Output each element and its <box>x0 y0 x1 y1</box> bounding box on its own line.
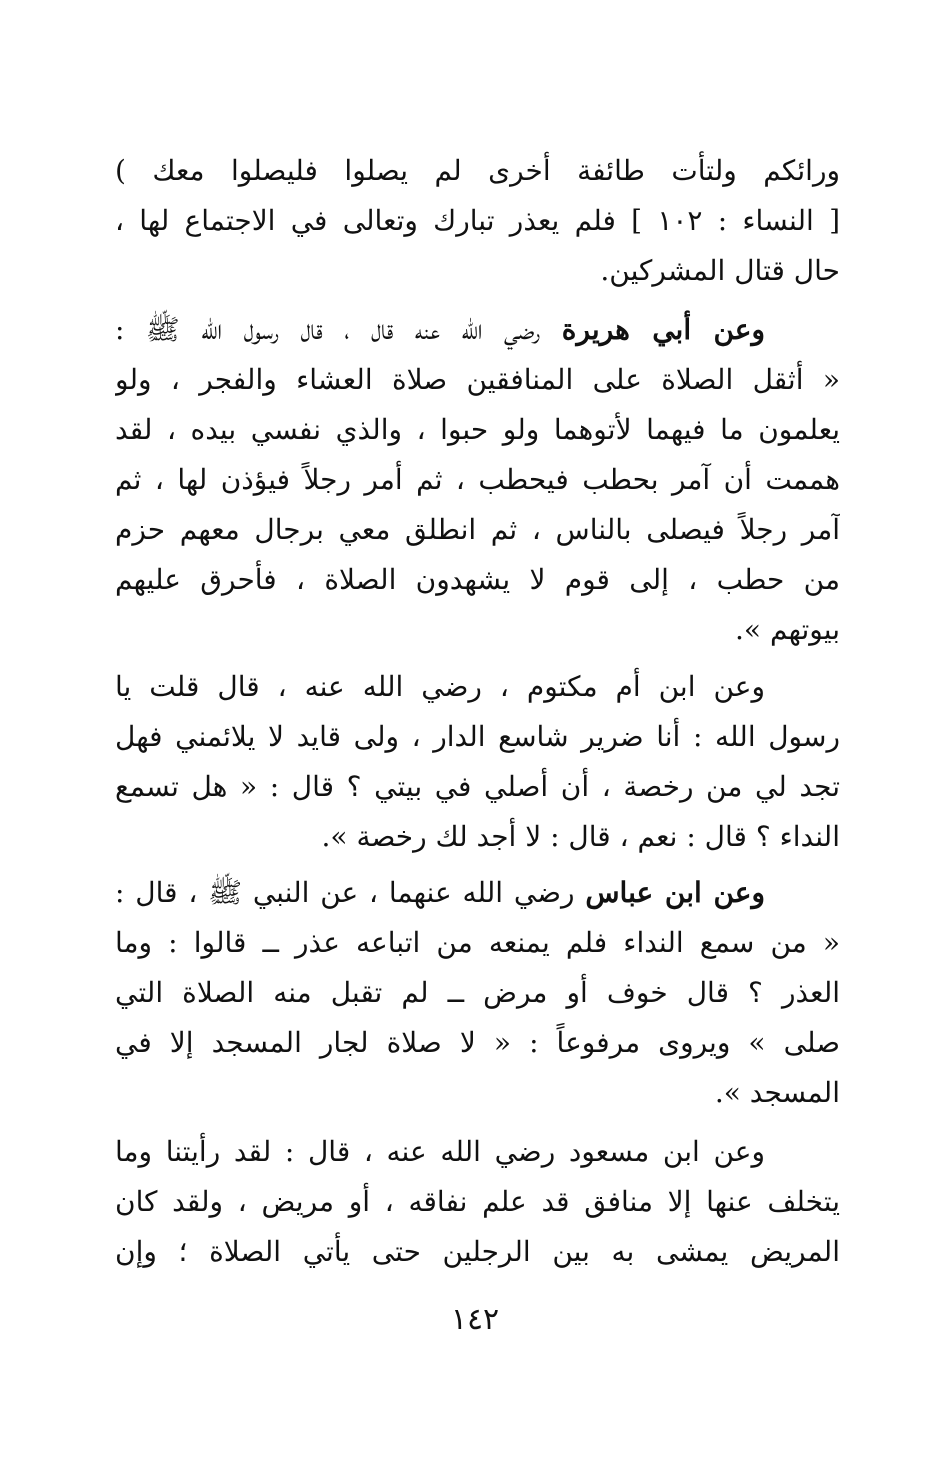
text-segment: رضي الله عنهما ، عن النبي ﷺ ، قال : <box>115 876 586 909</box>
text-line <box>115 305 840 355</box>
narrator-name: وعن أبي هريرة <box>561 313 765 346</box>
paragraph-2 <box>115 305 840 655</box>
text-line: حال قتال المشركين. <box>600 254 840 287</box>
text-line: المسجد ». <box>714 1076 840 1109</box>
text-segment: رضي الله عنه قال ، قال رسول الله ﷺ : <box>115 313 562 346</box>
text-line <box>115 868 840 918</box>
text-line: يعلمون ما فيهما لأتوهما ولو حبوا ، والذي نفسي بيده ، لقد <box>115 413 840 446</box>
paragraph-5 <box>115 1127 840 1277</box>
page-number: ١٤٢ <box>450 1302 500 1337</box>
paragraph-1 <box>115 146 840 296</box>
paragraph-3 <box>115 662 840 862</box>
text-line: المريض يمشى به بين الرجلين حتى يأتي الصلاة ؛ وإن <box>115 1235 840 1268</box>
text-line: صلى » ويروى مرفوعاً : « لا صلاة لجار المسجد إلا في <box>115 1026 840 1059</box>
text-line: هممت أن آمر بحطب فيحطب ، ثم أمر رجلاً فيؤذن لها ، ثم <box>115 463 840 496</box>
text-line: رسول الله : أنا ضرير شاسع الدار ، ولى قايد لا يلائمني فهل <box>115 720 840 753</box>
text-line: النداء ؟ قال : نعم ، قال : لا أجد لك رخصة ». <box>321 820 840 853</box>
text-line: آمر رجلاً فيصلى بالناس ، ثم انطلق معي برجال معهم حزم <box>115 513 840 546</box>
paragraph-4 <box>115 868 840 1118</box>
text-line: وعن ابن أم مكتوم ، رضي الله عنه ، قال قلت يا <box>115 670 765 703</box>
text-line: وعن ابن مسعود رضي الله عنه ، قال : لقد رأيتنا وما <box>115 1135 765 1168</box>
text-line: « أثقل الصلاة على المنافقين صلاة العشاء والفجر ، ولو <box>115 363 840 396</box>
text-line: ورائكم ولتأت طائفة أخرى لم يصلوا فليصلوا معك ) <box>115 154 840 187</box>
text-line: « من سمع النداء فلم يمنعه من اتباعه عذر ــ قالوا : وما <box>115 926 840 959</box>
text-line: [ النساء : ١٠٢ ] فلم يعذر تبارك وتعالى في الاجتماع لها ، <box>115 204 840 237</box>
text-line: العذر ؟ قال خوف أو مرض ــ لم تقبل منه الصلاة التي <box>115 976 840 1009</box>
text-line: من حطب ، إلى قوم لا يشهدون الصلاة ، فأحرق عليهم <box>115 563 840 596</box>
text-line: يتخلف عنها إلا منافق قد علم نفاقه ، أو مريض ، ولقد كان <box>115 1185 840 1218</box>
text-line: تجد لي من رخصة ، أن أصلي في بيتي ؟ قال : « هل تسمع <box>115 770 840 803</box>
narrator-name: وعن ابن عباس <box>585 876 766 909</box>
text-line: بيوتهم ». <box>735 613 840 646</box>
